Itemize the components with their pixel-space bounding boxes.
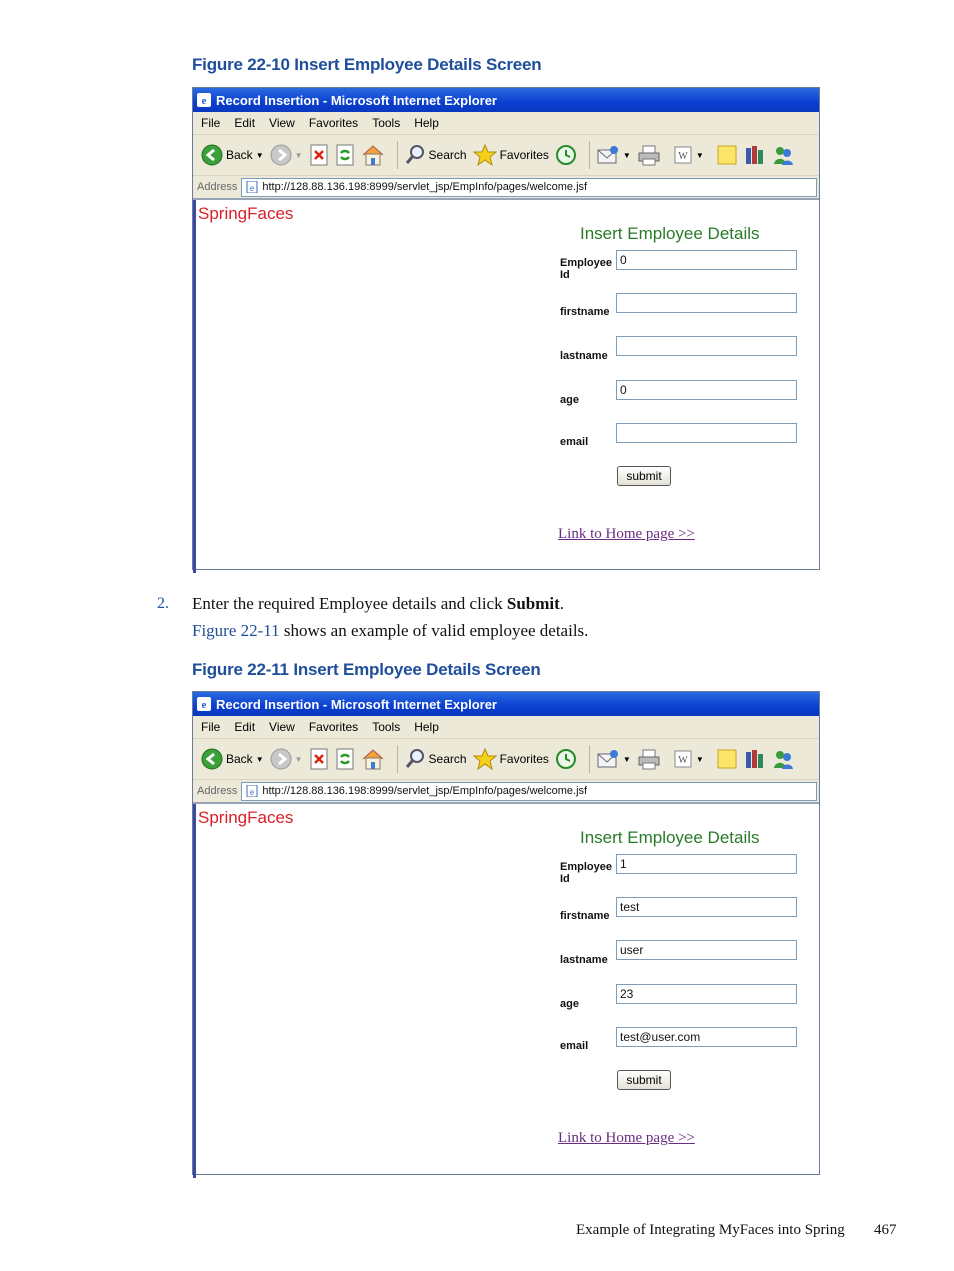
mail-icon [596, 748, 620, 770]
menu-tools[interactable]: Tools [372, 720, 401, 734]
window-title-bar [193, 692, 819, 716]
age-input[interactable]: 23 [616, 984, 797, 1004]
print-button[interactable] [637, 144, 661, 166]
stop-button[interactable] [309, 144, 329, 166]
step-instruction: Enter the required Employee details and click Submit. [192, 594, 565, 613]
lastname-input[interactable] [616, 336, 797, 356]
research-button[interactable] [744, 144, 766, 166]
menu-view[interactable]: View [269, 720, 295, 734]
home-page-link[interactable]: Link to Home page >> [558, 1130, 695, 1146]
favorites-button[interactable] [473, 144, 549, 166]
menu-edit[interactable]: Edit [234, 116, 256, 130]
figure-reference-link[interactable]: Figure 22-11 [192, 621, 280, 640]
star-icon [473, 144, 497, 166]
figure-caption-2: Figure 22-11 Insert Employee Details Screen [192, 660, 541, 679]
home-icon [361, 748, 385, 770]
messenger-button[interactable] [772, 748, 794, 770]
home-page-link[interactable]: Link to Home page >> [558, 526, 695, 542]
mail-icon [596, 144, 620, 166]
address-url: http://128.88.136.198:8999/servlet_jsp/EmpInfo/pages/welcome.jsf [262, 785, 588, 797]
email-input[interactable]: test@user.com [616, 1027, 797, 1047]
menu-help[interactable]: Help [414, 116, 439, 130]
mail-button[interactable] [596, 748, 631, 770]
menu-favorites[interactable]: Favorites [308, 116, 359, 130]
printer-icon [637, 748, 661, 770]
address-input[interactable] [241, 178, 817, 197]
back-button[interactable] [201, 144, 264, 166]
note-icon [716, 144, 738, 166]
books-icon [744, 144, 766, 166]
back-label: Back [226, 148, 253, 162]
browser-window-2 [192, 691, 820, 1175]
menu-file[interactable]: File [201, 720, 221, 734]
stop-icon [309, 144, 329, 166]
window-title: Record Insertion - Microsoft Internet Explorer [216, 92, 497, 108]
back-button[interactable] [201, 748, 264, 770]
step-reference: Figure 22-11 shows an example of valid employee details. [192, 621, 589, 640]
firstname-input[interactable] [616, 293, 797, 313]
forward-button[interactable] [270, 748, 303, 770]
menu-help[interactable]: Help [414, 720, 439, 734]
search-icon [404, 748, 426, 770]
figure-caption-1: Figure 22-10 Insert Employee Details Screen [192, 55, 542, 74]
firstname-label: firstname [560, 910, 610, 922]
home-button[interactable] [361, 144, 385, 166]
messenger-button[interactable] [772, 144, 794, 166]
address-url: http://128.88.136.198:8999/servlet_jsp/EmpInfo/pages/welcome.jsf [262, 181, 588, 193]
discuss-button[interactable] [716, 748, 738, 770]
window-title: Record Insertion - Microsoft Internet Explorer [216, 696, 497, 712]
chevron-down-icon[interactable]: ▼ [255, 754, 264, 764]
toolbar-separator [397, 745, 398, 773]
home-button[interactable] [361, 748, 385, 770]
lastname-input[interactable]: user [616, 940, 797, 960]
window-title-bar [193, 88, 819, 112]
page-number: 467 [874, 1222, 897, 1238]
history-icon [555, 748, 577, 770]
history-button[interactable] [555, 144, 577, 166]
books-icon [744, 748, 766, 770]
toolbar-separator [397, 141, 398, 169]
edit-button[interactable] [673, 748, 704, 770]
mail-button[interactable] [596, 144, 631, 166]
page-content [193, 804, 819, 1178]
stop-icon [309, 748, 329, 770]
address-input[interactable] [241, 782, 817, 801]
brand-title: SpringFaces [198, 204, 294, 223]
chevron-down-icon[interactable]: ▼ [294, 754, 303, 764]
favorites-button[interactable] [473, 748, 549, 770]
address-label: Address [197, 785, 238, 797]
history-icon [555, 144, 577, 166]
submit-emphasis: Submit [506, 594, 560, 613]
ie-window-icon [197, 93, 211, 107]
firstname-label: firstname [560, 306, 610, 318]
address-bar [193, 780, 819, 804]
printer-icon [637, 144, 661, 166]
word-document-icon [673, 748, 693, 770]
chevron-down-icon[interactable]: ▼ [255, 150, 264, 160]
forward-arrow-icon [270, 748, 292, 770]
footer-section-title: Example of Integrating MyFaces into Spring [576, 1222, 845, 1238]
messenger-icon [772, 144, 794, 166]
discuss-button[interactable] [716, 144, 738, 166]
messenger-icon [772, 748, 794, 770]
chevron-down-icon[interactable]: ▼ [294, 150, 303, 160]
chevron-down-icon[interactable]: ▼ [695, 754, 704, 764]
toolbar [193, 739, 819, 780]
email-input[interactable] [616, 423, 797, 443]
step-number: 2. [157, 595, 169, 612]
firstname-input[interactable]: test [616, 897, 797, 917]
search-icon [404, 144, 426, 166]
page-icon [246, 785, 258, 797]
svg-text:e: e [250, 787, 255, 797]
star-icon [473, 748, 497, 770]
search-label: Search [428, 752, 467, 766]
chevron-down-icon[interactable]: ▼ [622, 150, 631, 160]
menu-view[interactable]: View [269, 116, 295, 130]
svg-text:e: e [201, 95, 207, 107]
refresh-icon [335, 144, 355, 166]
submit-button[interactable]: submit [617, 1070, 671, 1090]
refresh-button[interactable] [335, 144, 355, 166]
home-icon [361, 144, 385, 166]
refresh-icon [335, 748, 355, 770]
chevron-down-icon[interactable]: ▼ [695, 150, 704, 160]
ie-window-icon [197, 697, 211, 711]
age-input[interactable]: 0 [616, 380, 797, 400]
chevron-down-icon[interactable]: ▼ [622, 754, 631, 764]
menu-bar [193, 716, 819, 739]
menu-tools[interactable]: Tools [372, 116, 401, 130]
address-label: Address [197, 181, 238, 193]
address-bar [193, 176, 819, 200]
svg-text:W: W [678, 151, 688, 162]
word-document-icon [673, 144, 693, 166]
lastname-label: lastname [560, 954, 608, 966]
edit-button[interactable] [673, 144, 704, 166]
forward-button[interactable] [270, 144, 303, 166]
print-button[interactable] [637, 748, 661, 770]
toolbar-separator [589, 141, 590, 169]
menu-bar [193, 112, 819, 135]
page-content [193, 200, 819, 573]
employee-id-label: Employee Id [560, 861, 612, 885]
age-label: age [560, 998, 579, 1010]
back-label: Back [226, 752, 253, 766]
menu-file[interactable]: File [201, 116, 221, 130]
back-arrow-icon [201, 748, 223, 770]
search-button[interactable] [404, 748, 467, 770]
back-arrow-icon [201, 144, 223, 166]
toolbar-separator [589, 745, 590, 773]
form-title: Insert Employee Details [580, 828, 760, 847]
research-button[interactable] [744, 748, 766, 770]
svg-text:e: e [250, 183, 255, 193]
refresh-button[interactable] [335, 748, 355, 770]
email-label: email [560, 1040, 589, 1052]
stop-button[interactable] [309, 748, 329, 770]
menu-favorites[interactable]: Favorites [308, 720, 359, 734]
form-title: Insert Employee Details [580, 224, 760, 243]
page-icon [246, 181, 258, 193]
email-label: email [560, 436, 589, 448]
brand-title: SpringFaces [198, 808, 294, 827]
employee-id-label: Employee Id [560, 257, 612, 281]
submit-button[interactable]: submit [617, 466, 671, 486]
favorites-label: Favorites [499, 752, 549, 766]
employee-id-input[interactable]: 1 [616, 854, 797, 874]
browser-window-1 [192, 87, 820, 570]
history-button[interactable] [555, 748, 577, 770]
age-label: age [560, 394, 579, 406]
svg-text:e: e [201, 699, 207, 711]
lastname-label: lastname [560, 350, 608, 362]
note-icon [716, 748, 738, 770]
employee-id-input[interactable]: 0 [616, 250, 797, 270]
toolbar [193, 135, 819, 176]
search-label: Search [428, 148, 467, 162]
svg-text:W: W [678, 755, 688, 766]
search-button[interactable] [404, 144, 467, 166]
favorites-label: Favorites [499, 148, 549, 162]
forward-arrow-icon [270, 144, 292, 166]
menu-edit[interactable]: Edit [234, 720, 256, 734]
